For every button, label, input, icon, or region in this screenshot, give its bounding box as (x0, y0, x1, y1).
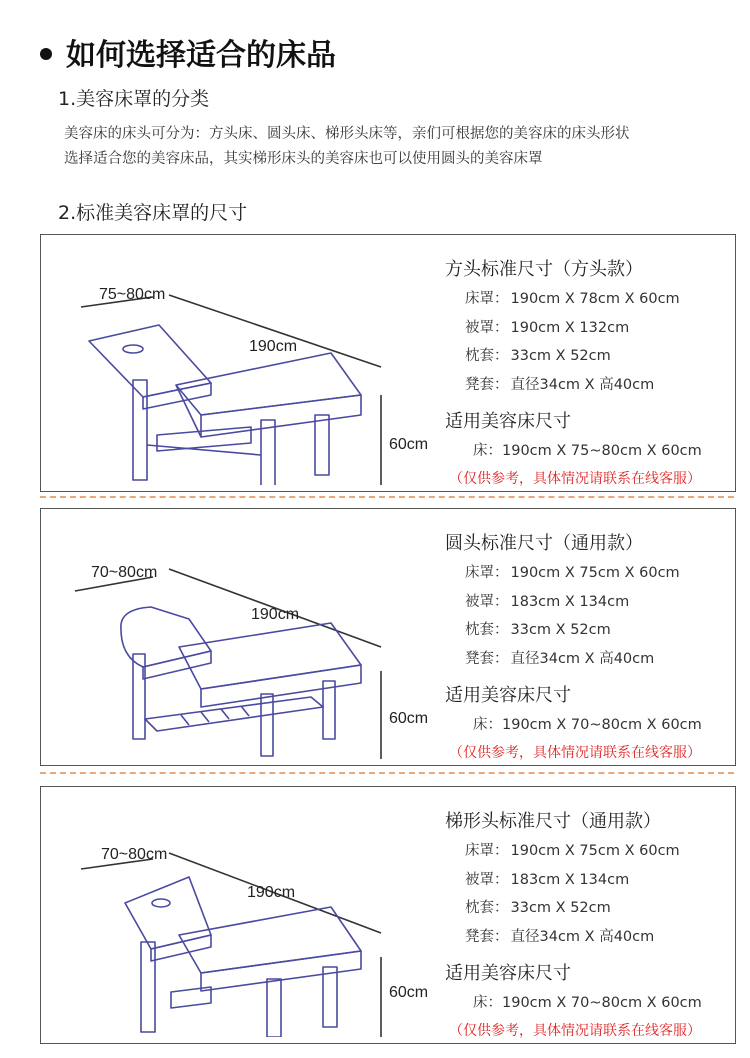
fit-text: 床：190cm X 70~80cm X 60cm (473, 717, 702, 733)
bed-diagram-square (61, 255, 441, 485)
section1-text (64, 122, 744, 172)
reference-note: （仅供参考，具体情况请联系在线客服） (449, 745, 701, 761)
spec-title: 方头标准尺寸（方头款） (445, 259, 643, 280)
page-title: 如何选择适合的床品 (40, 30, 336, 74)
reference-note: （仅供参考，具体情况请联系在线客服） (449, 471, 701, 487)
spec-row: 凳套： 直径34cm X 高40cm (465, 376, 655, 393)
bed-diagram-round (61, 529, 441, 759)
bullet-icon (40, 48, 52, 60)
dashed-divider (40, 496, 734, 498)
width-label: 70~80cm (101, 846, 168, 863)
height-label: 60cm (389, 984, 429, 1001)
section2-title: 2.标准美容床罩的尺寸 (58, 202, 248, 224)
length-label: 190cm (251, 606, 300, 623)
reference-note: （仅供参考，具体情况请联系在线客服） (449, 1023, 701, 1039)
spec-row: 床罩： 190cm X 75cm X 60cm (465, 565, 680, 581)
height-label: 60cm (389, 710, 429, 727)
spec-row: 枕套： 33cm X 52cm (465, 348, 611, 364)
specs-round (445, 529, 735, 767)
spec-row: 凳套： 直径34cm X 高40cm (465, 650, 655, 667)
height-label: 60cm (389, 436, 429, 453)
length-label: 190cm (247, 884, 296, 901)
width-label: 70~80cm (91, 564, 158, 581)
section1-title: 1.美容床罩的分类 (58, 88, 210, 110)
spec-title: 圆头标准尺寸（通用款） (445, 533, 643, 554)
fit-title: 适用美容床尺寸 (445, 685, 571, 706)
spec-row: 被罩： 183cm X 134cm (465, 871, 630, 888)
fit-text: 床：190cm X 70~80cm X 60cm (473, 995, 702, 1011)
spec-row: 凳套： 直径34cm X 高40cm (465, 928, 655, 945)
spec-row: 被罩： 190cm X 132cm (465, 319, 630, 336)
specs-trapezoid (445, 807, 735, 1045)
section1-line-2: 选择适合您的美容床品，其实梯形床头的美容床也可以使用圆头的美容床罩 (64, 151, 543, 167)
spec-row: 被罩： 183cm X 134cm (465, 593, 630, 610)
width-label: 75~80cm (99, 286, 166, 303)
dashed-divider (40, 772, 734, 774)
spec-title: 梯形头标准尺寸（通用款） (445, 811, 661, 832)
spec-row: 床罩： 190cm X 75cm X 60cm (465, 843, 680, 859)
fit-title: 适用美容床尺寸 (445, 963, 571, 984)
panel-round-head (40, 508, 736, 766)
spec-row: 枕套： 33cm X 52cm (465, 622, 611, 638)
bed-diagram-trapezoid (61, 807, 441, 1037)
spec-row: 床罩： 190cm X 78cm X 60cm (465, 291, 680, 307)
panel-square-head (40, 234, 736, 492)
section1-line-1: 美容床的床头可分为：方头床、圆头床、梯形头床等，亲们可根据您的美容床的床头形状 (64, 126, 630, 142)
panel-trapezoid-head (40, 786, 736, 1044)
fit-text: 床：190cm X 75~80cm X 60cm (473, 443, 702, 459)
spec-row: 枕套： 33cm X 52cm (465, 900, 611, 916)
length-label: 190cm (249, 338, 298, 355)
fit-title: 适用美容床尺寸 (445, 411, 571, 432)
specs-square (445, 255, 735, 493)
